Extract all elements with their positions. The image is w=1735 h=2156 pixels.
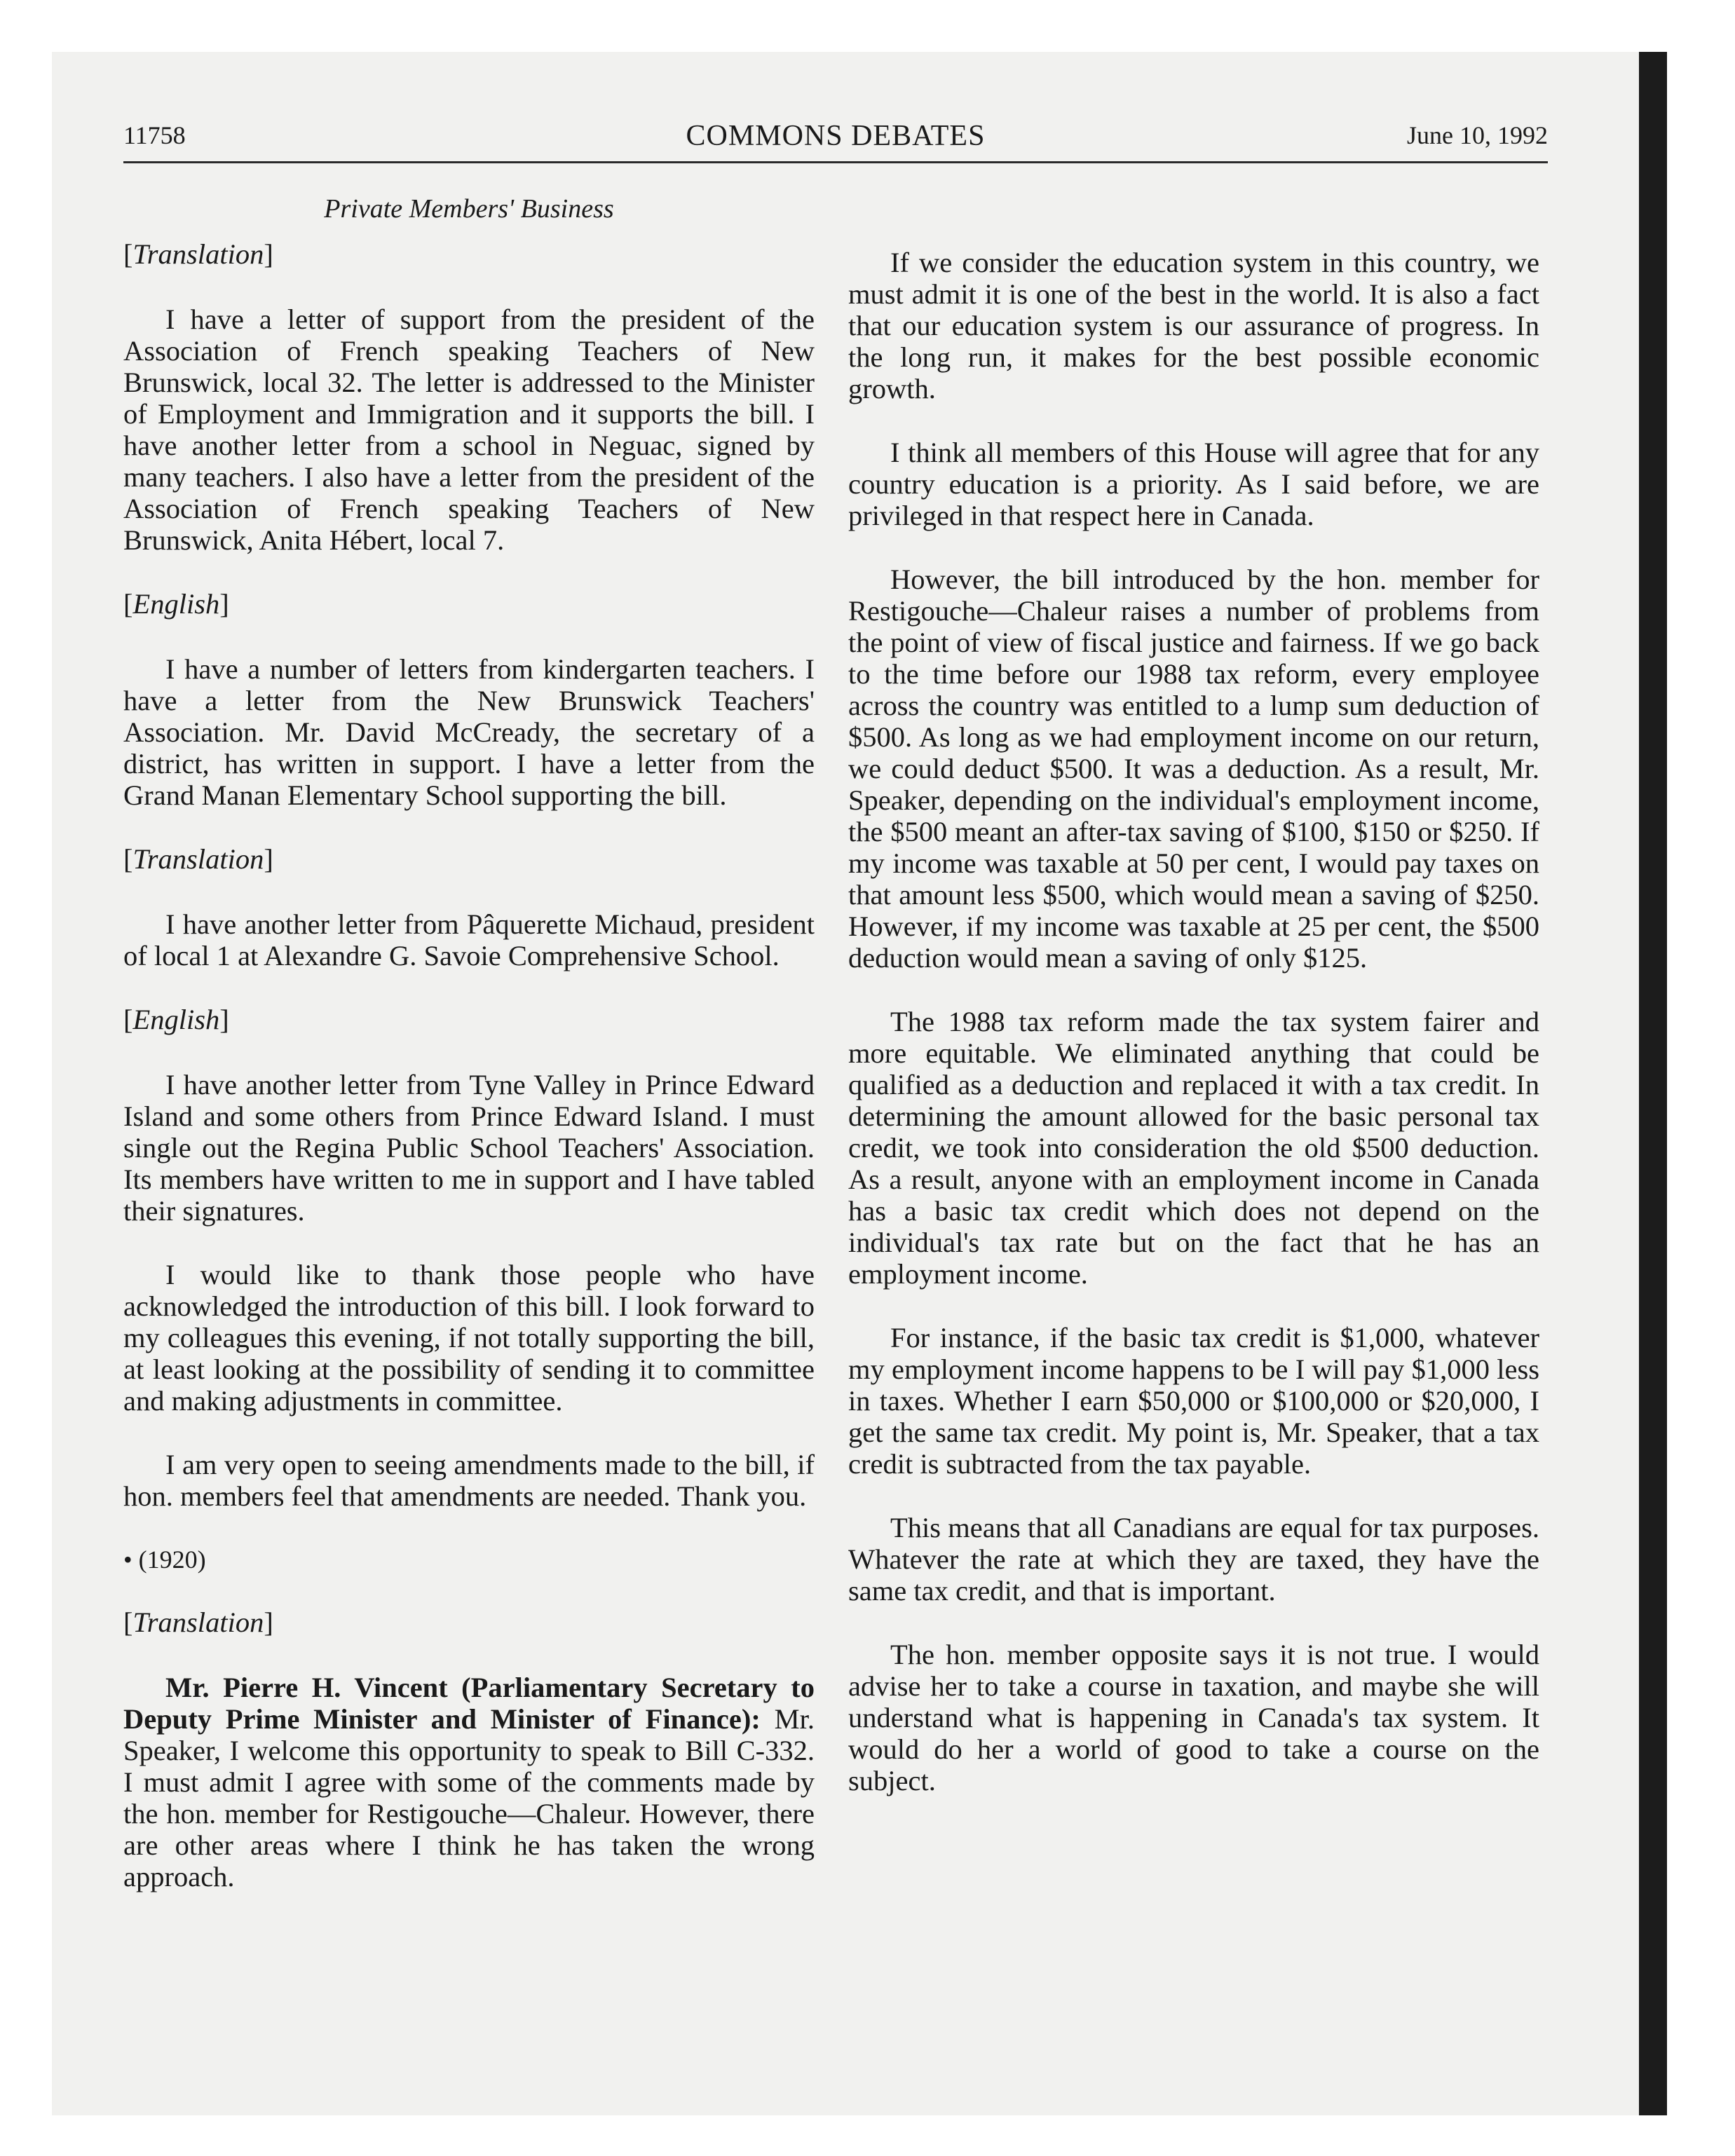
paragraph: The 1988 tax reform made the tax system fairer and more equitable. We eliminated anything that could be qualified as a deduction and replaced it with a tax credit. In determining the amount allowed for the basic personal tax credit, we took into consideration the old $500 deduction. As a result, anyone with an employment income in Canada has a basic tax credit which does not depend on the individual's tax rate but on the fact that he has an employment income. <box>848 1006 1539 1290</box>
paragraph: For instance, if the basic tax credit is $1,000, whatever my employment income happens to be I will pay $1,000 less in taxes. Whether I earn $50,000 or $100,000 or $20,000, I get the same tax credit. My point is, Mr. Speaker, that a tax credit is subtracted from the tax payable. <box>848 1322 1539 1480</box>
paragraph: I have a number of letters from kindergarten teachers. I have a letter from the New Brunswick Teachers' Association. Mr. David McCready, the secretary of a district, has written in support. I have a letter from the Grand Manan Elementary School supporting the bill. <box>123 653 815 811</box>
language-label: [Translation] <box>123 1606 273 1638</box>
paragraph: If we consider the education system in this country, we must admit it is one of the best in the world. It is also a fact that our education system is our assurance of progress. In the long run, it makes for the best possible economic growth. <box>848 247 1539 404</box>
page-date: June 10, 1992 <box>1407 121 1548 149</box>
paragraph: I would like to thank those people who have acknowledged the introduction of this bill. I look forward to my colleagues this evening, if not totally supporting the bill, at least looking at the possibility of sending it to committee and making adjustments in committee. <box>123 1259 815 1417</box>
speech-paragraph <box>123 1672 815 1892</box>
language-label: [English] <box>123 1004 229 1035</box>
section-title: Private Members' Business <box>324 194 614 224</box>
language-label: [Translation] <box>123 843 273 875</box>
page-header <box>123 121 1548 160</box>
paragraph: However, the bill introduced by the hon. member for Restigouche—Chaleur raises a number of problems from the point of view of fiscal justice and fairness. If we go back to the time before our 1988 tax reform, every employee across the country was entitled to a lump sum deduction of $500. As long as we had employment income on our return, we could deduct $500. It was a deduction. As a result, Mr. Speaker, depending on the individual's employment income, the $500 meant an after-tax saving of $100, $150 or $250. If my income was taxable at 50 per cent, I would pay taxes on that amount less $500, which would mean a saving of $250. However, if my income was taxable at 25 per cent, the $500 deduction would mean a saving of only $125. <box>848 564 1539 974</box>
paragraph: This means that all Canadians are equal for tax purposes. Whatever the rate at which they are taxed, they have the same tax credit, and that is important. <box>848 1512 1539 1606</box>
speaker-name: Mr. Pierre H. Vincent (Parliamentary Secretary to Deputy Prime Minister and Minister of Finance): <box>123 1672 815 1735</box>
right-column <box>848 247 1539 1829</box>
paragraph: I have another letter from Tyne Valley in Prince Edward Island and some others from Prince Edward Island. I must single out the Regina Public School Teachers' Association. Its members have written to me in support and I have tabled their signatures. <box>123 1069 815 1227</box>
left-column <box>123 238 815 1925</box>
speech-text: Mr. Speaker, I welcome this opportunity to speak to Bill C-332. I must admit I agree with some of the comments made by the hon. member for Restigouche—Chaleur. However, there are other areas where I think he has taken the wrong approach. <box>123 1703 815 1892</box>
paragraph: I think all members of this House will agree that for any country education is a priority. As I said before, we are privileged in that respect here in Canada. <box>848 437 1539 531</box>
page-number: 11758 <box>123 121 186 149</box>
header-rule <box>123 161 1548 163</box>
paragraph: The hon. member opposite says it is not true. I would advise her to take a course in taxation, and maybe she will understand what is happening in Canada's tax system. It would do her a world of good to take a course on the subject. <box>848 1639 1539 1796</box>
paragraph: I am very open to seeing amendments made to the bill, if hon. members feel that amendments are needed. Thank you. <box>123 1449 815 1512</box>
publication-title: COMMONS DEBATES <box>686 120 986 152</box>
paragraph: I have another letter from Pâquerette Michaud, president of local 1 at Alexandre G. Savoie Comprehensive School. <box>123 908 815 971</box>
language-label: [English] <box>123 588 229 620</box>
paragraph: I have a letter of support from the president of the Association of French speaking Teachers of New Brunswick, local 32. The letter is addressed to the Minister of Employment and Immigration and it supports the bill. I have another letter from a school in Neguac, signed by many teachers. I also have a letter from the president of the Association of French speaking Teachers of New Brunswick, Anita Hébert, local 7. <box>123 303 815 556</box>
scan-edge-shadow <box>1639 52 1667 2115</box>
language-label: [Translation] <box>123 238 273 270</box>
time-marker: • (1920) <box>123 1546 206 1574</box>
